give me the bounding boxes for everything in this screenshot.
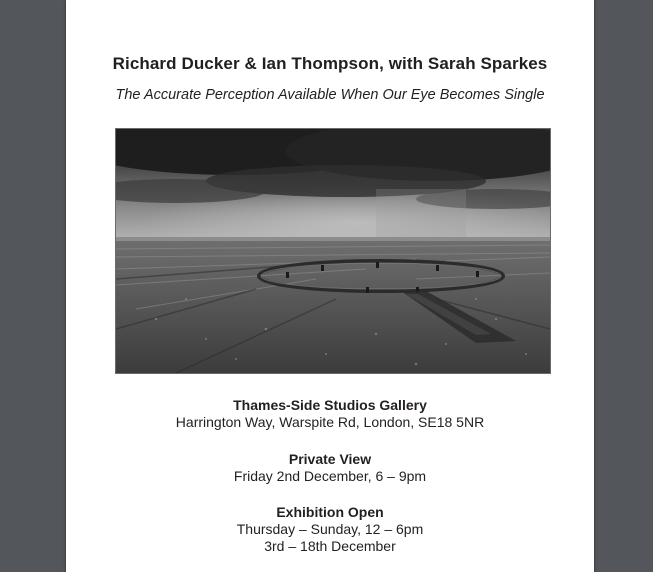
venue-heading: Thames-Side Studios Gallery [233,397,427,413]
venue-block [66,397,594,431]
private-view-block [66,451,594,485]
exhibition-block [66,504,594,555]
document-page [66,0,594,572]
page-title: Richard Ducker & Ian Thompson, with Sarah Sparkes [112,54,548,73]
exhibition-heading: Exhibition Open [276,504,384,520]
page-subtitle: The Accurate Perception Available When Our Eye Becomes Single [115,87,545,103]
private-view-heading: Private View [288,451,372,467]
exhibition-days: Thursday – Sunday, 12 – 6pm [236,521,424,537]
exhibition-dates: 3rd – 18th December [264,538,396,554]
venue-address: Harrington Way, Warspite Rd, London, SE18 5NR [175,414,485,430]
exhibition-photo [115,128,551,374]
private-view-detail: Friday 2nd December, 6 – 9pm [233,468,427,484]
